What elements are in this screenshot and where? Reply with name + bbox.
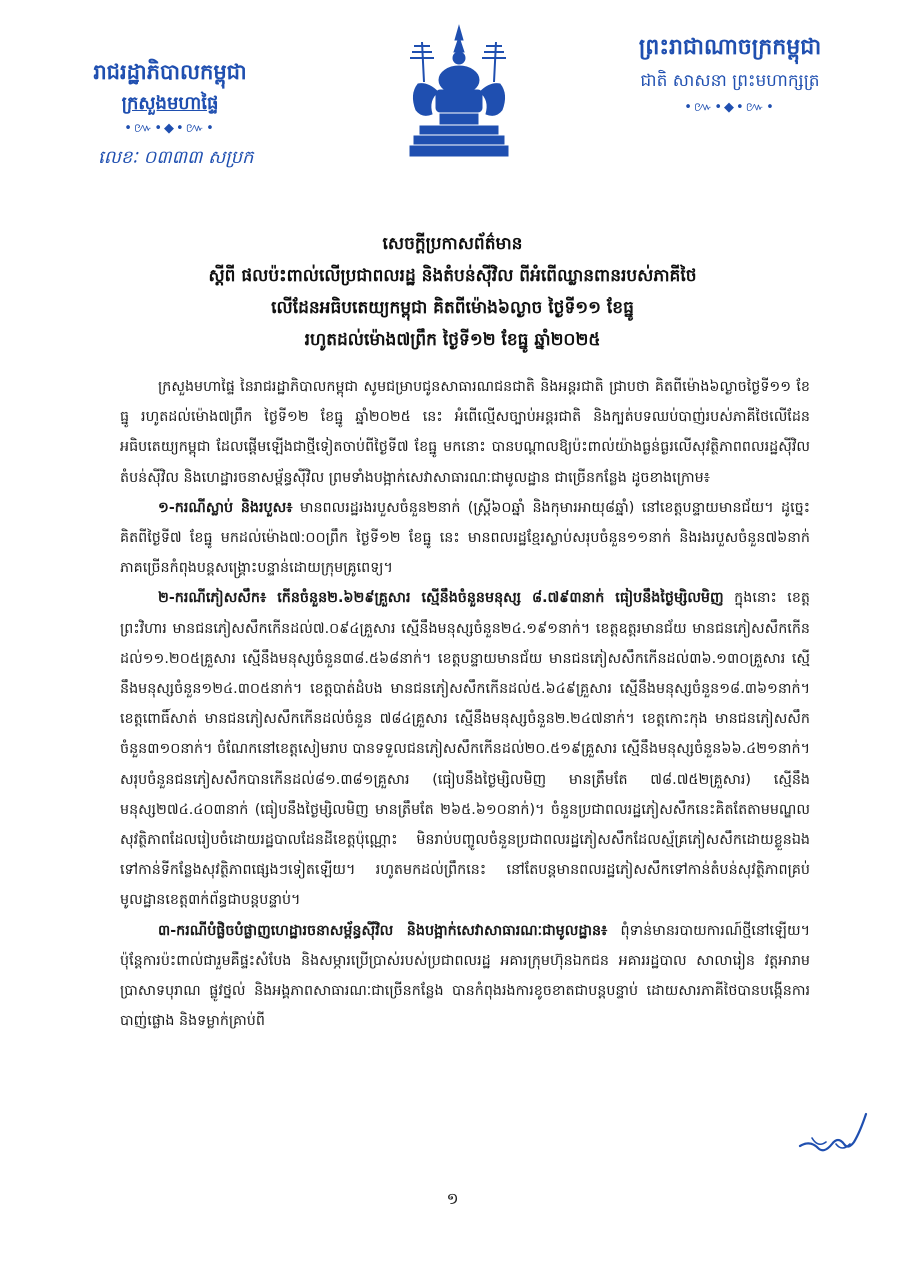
section-text: ពុំទាន់មានរបាយការណ៍ថ្មីនៅឡើយ។ ប៉ុន្តែការប៉ះពាល់ជារួមគឺផ្ទះសំបែង និងសម្ភារប្រើប្រាស់របស់ប្រជាពលរដ្ឋ អគារក្រុមហ៊ុនឯកជន អគាររដ្ឋបាល សាលារៀន វត្តអារាម ប្រាសាទបុរាណ ផ្លូវថ្នល់ និងអង្គភាពសាធារណៈជាច្រើនកន្លែង បានកំពុងរងការខូចខាតជាបន្តបន្ទាប់ ដោយសារភាគីថៃបានបង្កើនការបាញ់ផ្លោង និងទម្លាក់គ្រាប់ពី [120, 922, 810, 1030]
national-motto: ជាតិ សាសនា ព្រះមហាក្សត្រ [640, 71, 820, 91]
section-heading: ២-ករណីភៀសសឹក៖ កើនចំនួន២.៦២៩គ្រួសារ ស្មើនឹងចំនួនមនុស្ស ៨.៧៩៣នាក់ ធៀបនឹងថ្ងៃម្សិលមិញ [158, 590, 724, 607]
page-number: ១ [446, 1189, 459, 1208]
intro-paragraph: ក្រសួងមហាផ្ទៃ នៃរាជរដ្ឋាភិបាលកម្ពុជា សូមជម្រាបជូនសាធារណជនជាតិ និងអន្តរជាតិ ជ្រាបថា គិតពីម៉ោង៦ល្ងាចថ្ងៃទី១១ ខែធ្នូ រហូតដល់ម៉ោង៧ព្រឹក ថ្ងៃទី១២ ខែធ្នូ ឆ្នាំ២០២៥ នេះ អំពើល្មើសច្បាប់អន្តរជាតិ និងក្បត់បទឈប់បាញ់របស់ភាគីថៃលើដែនអធិបតេយ្យកម្ពុជា ដែលផ្តើមឡើងជាថ្មីទៀតចាប់ពីថ្ងៃទី៧ ខែធ្នូ មកនោះ បានបណ្តាលឱ្យប៉ះពាល់យ៉ាងធ្ងន់ធ្ងរលើសុវត្ថិភាពពលរដ្ឋស៊ីវិល តំបន់ស៊ីវិល និងហេដ្ឋារចនាសម្ព័ន្ធស៊ីវិល ព្រមទាំងបង្អាក់សេវាសាធារណៈជាមូលដ្ឋាន ជាច្រើនកន្លែង ដូចខាងក្រោម៖ [120, 379, 810, 486]
section-heading: ១-ករណីស្លាប់ និងរបួស៖ [158, 499, 293, 516]
document-title [90, 228, 815, 356]
section-text: មានពលរដ្ឋរងរបួសចំនួន២នាក់ (ស្ត្រី៦០ឆ្នាំ និងកុមារអាយុ៨ឆ្នាំ) នៅខេត្តបន្ទាយមានជ័យ។ ដូច្នេះ គិតពីថ្ងៃទី៧ ខែធ្នូ មកដល់ម៉ោង៧:០០ព្រឹក ថ្ងៃទី១២ ខែធ្នូ នេះ មានពលរដ្ឋខ្មែរស្លាប់សរុបចំនួន១១នាក់ និងរងរបួសចំនួន៧៦នាក់ ភាគច្រើនកំពុងបន្តសង្គ្រោះបន្ទាន់ដោយក្រុមគ្រូពេទ្យ។ [120, 499, 810, 577]
kingdom-name: ព្រះរាជាណាចក្រកម្ពុជា [638, 35, 822, 60]
ornament-divider: •៚•◆•៚• [124, 121, 216, 136]
section-heading: ៣-ករណីបំផ្លិចបំផ្លាញហេដ្ឋារចនាសម្ព័ន្ធស៊ីវិល និងបង្អាក់សេវាសាធារណៈជាមូលដ្ឋាន៖ [158, 922, 608, 939]
title-line: សេចក្តីប្រកាសព័ត៌មាន [382, 234, 523, 254]
section-infrastructure [120, 916, 810, 1037]
header-left [55, 55, 285, 139]
ministry-name: ក្រសួងមហាផ្ទៃ [121, 93, 219, 114]
ornament-divider: •៚•◆•៚• [684, 100, 776, 115]
section-refugees [120, 583, 810, 915]
title-line: រហូតដល់ម៉ោង៧ព្រឹក ថ្ងៃទី១២ ខែធ្នូ ឆ្នាំ២០២៥ [304, 330, 601, 350]
title-line: ស្តីពី ផលប៉ះពាល់លើប្រជាពលរដ្ឋ និងតំបន់ស៊ីវិល ពីអំពើឈ្លានពានរបស់ភាគីថៃ [208, 266, 697, 286]
reference-number: លេខៈ ០៣៣៣ សប្រក [98, 147, 254, 168]
title-line: លើដែនអធិបតេយ្យកម្ពុជា គិតពីម៉ោង៦ល្ងាច ថ្ងៃទី១១ ខែធ្នូ [271, 298, 634, 318]
header-right [595, 30, 865, 118]
royal-emblem-icon [400, 22, 518, 162]
section-casualties [120, 493, 810, 584]
section-text: ក្នុងនោះ ខេត្តព្រះវិហារ មានជនភៀសសឹកកើនដល់៧.០៩៤គ្រួសារ ស្មើនឹងមនុស្សចំនួន២៤.១៩១នាក់។ ខេត្តឧត្តរមានជ័យ មានជនភៀសសឹកកើនដល់១១.២០៥គ្រួសារ ស្មើនឹងមនុស្សចំនួន៣៨.៥៦៨នាក់។ ខេត្តបន្ទាយមានជ័យ មានជនភៀសសឹកកើនដល់៣៦.១៣០គ្រួសារ ស្មើនឹងមនុស្សចំនួន១២៤.៣០៥នាក់។ ខេត្តបាត់ដំបង មានជនភៀសសឹកកើនដល់៥.៦៤៩គ្រួសារ ស្មើនឹងមនុស្សចំនួន១៨.៣៦១នាក់។ ខេត្តពោធិ៍សាត់ មានជនភៀសសឹកកើនដល់ចំនួន ៧៨៤គ្រួសារ ស្មើនឹងមនុស្សចំនួន២.២៤៧នាក់។ ខេត្តកោះកុង មានជនភៀសសឹកចំនួន៣១០នាក់។ ចំណែកនៅខេត្តសៀមរាប បានទទួលជនភៀសសឹកកើនដល់២០.៥១៩គ្រួសារ ស្មើនឹងមនុស្សចំនួន៦៦.៤២១នាក់។ សរុបចំនួនជនភៀសសឹកបានកើនដល់៨១.៣៨១គ្រួសារ (ធៀបនឹងថ្ងៃម្សិលមិញ មានត្រឹមតែ ៧៨.៧៥២គ្រួសារ) ស្មើនឹងមនុស្ស២៧៤.៤០៣នាក់ (ធៀបនឹងថ្ងៃម្សិលមិញ មានត្រឹមតែ ២៦៥.៦១០នាក់)។ ចំនួនប្រជាពលរដ្ឋភៀសសឹកនេះគិតតែតាមមណ្ឌលសុវត្ថិភាពដែលរៀបចំដោយរដ្ឋបាលដែនដីខេត្តប៉ុណ្ណោះ មិនរាប់បញ្ចូលចំនួនប្រជាពលរដ្ឋភៀសសឹកដែលស្ម័គ្រភៀសសឹកដោយខ្លួនឯង ទៅកាន់ទីកន្លែងសុវត្ថិភាពផ្សេងៗទៀតឡើយ។ រហូតមកដល់ព្រឹកនេះ នៅតែបន្តមានពលរដ្ឋភៀសសឹកទៅកាន់តំបន់សុវត្ថិភាពគ្រប់មូលដ្ឋានខេត្ត៣ក់ព័ន្ធជាបន្តបន្ទាប់។ [120, 590, 810, 909]
document-body [120, 372, 810, 1036]
government-name: រាជរដ្ឋាភិបាលកម្ពុជា [93, 60, 247, 84]
signature-mark-icon [796, 1108, 868, 1158]
